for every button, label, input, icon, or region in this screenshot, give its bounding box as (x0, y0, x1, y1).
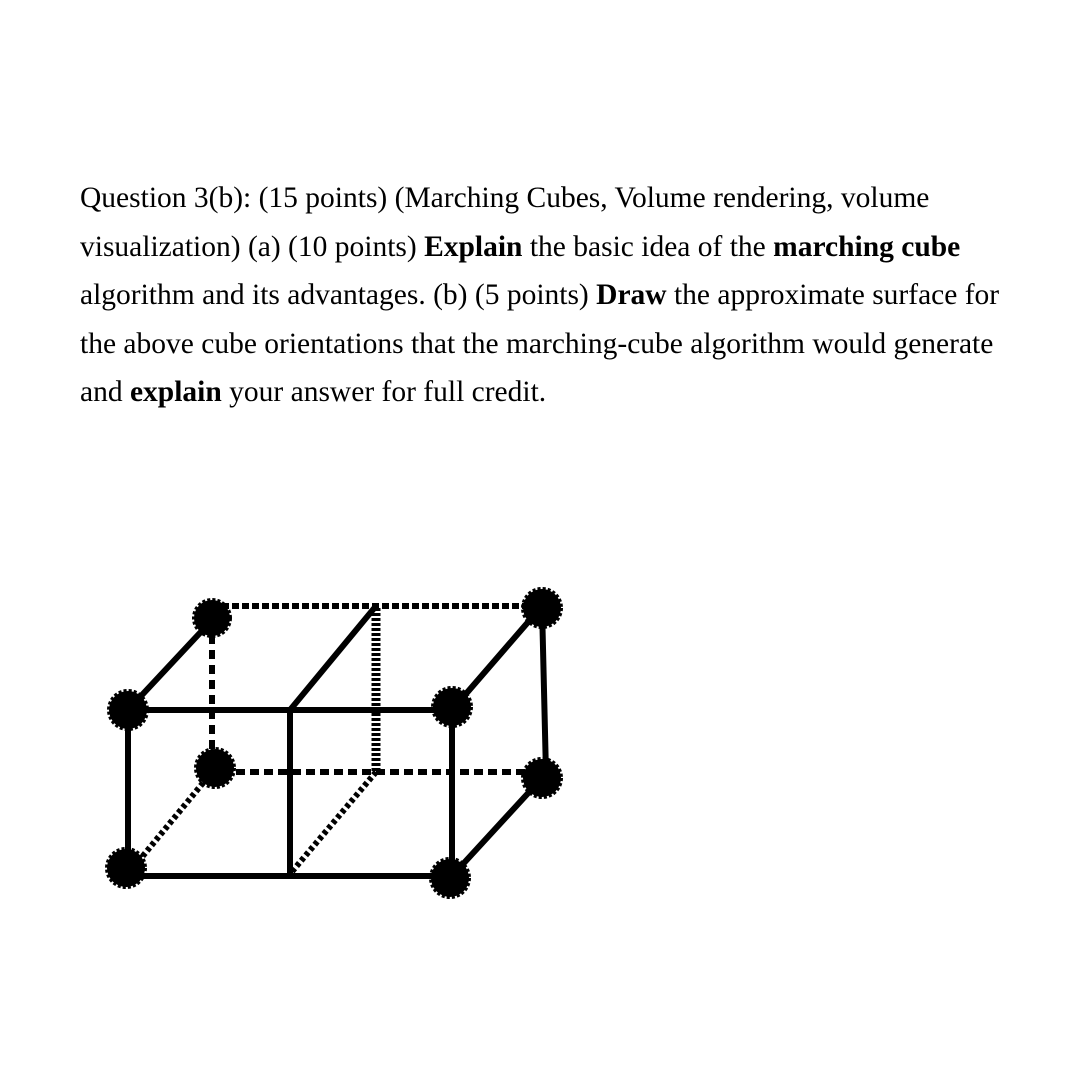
vertex-back-bottom-right (523, 759, 561, 797)
vertex-back-top-left (194, 600, 230, 636)
bold-marching-cube: marching cube (773, 230, 961, 263)
question-lead: Question 3(b): (15 points) (Marching Cubes, Volume rendering, volume visualization) (a) (10 points) (80, 182, 930, 263)
vertex-front-top-right (433, 688, 471, 726)
edge-back-right-vertical (542, 606, 546, 774)
question-text-2: the basic idea of the (522, 230, 774, 263)
bold-draw: Draw (596, 279, 667, 311)
question-text-4: the approximate surface for the above cube orientations that the marching-cube algorithm would generate and (80, 279, 1000, 408)
hidden-edge-bottom-middle-diagonal (290, 772, 376, 874)
question-text-end: your answer for full credit. (221, 376, 547, 408)
edge-bottom-right-diagonal (452, 778, 542, 876)
vertex-back-top-right (523, 589, 561, 627)
vertex-back-bottom-left (196, 749, 234, 787)
vertex-front-bottom-right (431, 859, 469, 897)
vertex-front-top-left (109, 691, 147, 729)
vertex-front-bottom-left (107, 849, 145, 887)
edge-top-middle-diagonal (290, 606, 376, 710)
bold-explain: Explain (424, 230, 523, 263)
question-text-3: algorithm and its advantages. (b) (5 points) (80, 279, 597, 311)
bold-explain-2: explain (129, 376, 222, 408)
vertices (107, 589, 561, 897)
visible-edges (128, 606, 546, 876)
